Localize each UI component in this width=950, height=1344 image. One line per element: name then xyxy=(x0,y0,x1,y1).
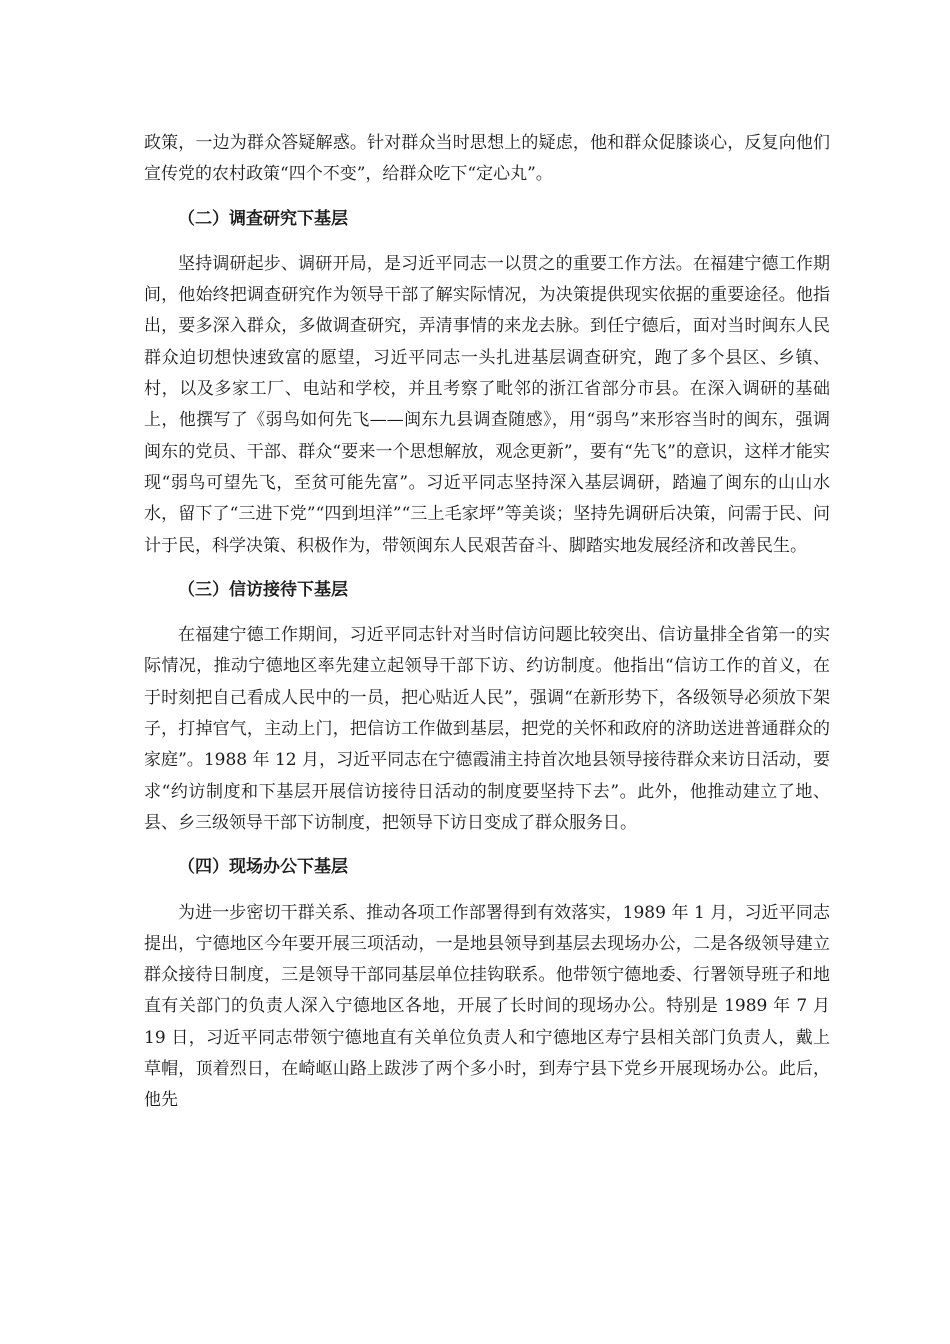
paragraph-research: 坚持调研起步、调研开局，是习近平同志一以贯之的重要工作方法。在福建宁德工作期间，他始终把调查研究作为领导干部了解实际情况，为决策提供现实依据的重要途径。他指出，要多深入群众，多做调查研究，弄清事情的来龙去脉。到任宁德后，面对当时闽东人民群众迫切想快速致富的愿望，习近平同志一头扎进基层调查研究，跑了多个县区、乡镇、村，以及多家工厂、电站和学校，并且考察了毗邻的浙江省部分市县。在深入调研的基础上，他撰写了《弱鸟如何先飞——闽东九县调查随感》，用“弱鸟”来形容当时的闽东，强调闽东的党员、干部、群众“要来一个思想解放，观念更新”，要有“先飞”的意识，这样才能实现“弱鸟可望先飞，至贫可能先富”。习近平同志坚持深入基层调研，踏遍了闽东的山山水水，留下了“三进下党”“四到坦洋”“三上毛家坪”等美谈；坚持先调研后决策，问需于民、问计于民，科学决策、积极作为，带领闽东人民艰苦奋斗、脚踏实地发展经济和改善民生。 xyxy=(144,253,830,556)
section-heading-research: （二）调查研究下基层 xyxy=(178,208,348,229)
paragraph-petitions: 在福建宁德工作期间，习近平同志针对当时信访问题比较突出、信访量排全省第一的实际情况，推动宁德地区率先建立起领导干部下访、约访制度。他指出“信访工作的首义，在于时刻把自己看成人民中的一员，把心贴近人民”，强调“在新形势下，各级领导必须放下架子，打掉官气，主动上门，把信访工作做到基层，把党的关怀和政府的济助送进普通群众的家庭”。1988 年 12 月，习近平同志在宁德霞浦主持首次地县领导接待群众来访日活动，要求“约访制度和下基层开展信访接待日活动的制度要坚持下去”。此外，他推动建立了地、县、乡三级领导干部下访制度，把领导下访日变成了群众服务日。 xyxy=(144,625,830,833)
section-heading-onsite-office: （四）现场办公下基层 xyxy=(178,857,348,878)
paragraph-onsite-office: 为进一步密切干群关系、推动各项工作部署得到有效落实，1989 年 1 月，习近平同志提出，宁德地区今年要开展三项活动，一是地县领导到基层去现场办公，二是各级领导建立群众接待日制度，三是领导干部同基层单位挂钩联系。他带领宁德地委、行署领导班子和地直有关部门的负责人深入宁德地区各地，开展了长时间的现场办公。特别是 1989 年 7 月 19 日，习近平同志带领宁德地直有关单位负责人和宁德地区寿宁县相关部门负责人，戴上草帽，顶着烈日，在崎岖山路上跋涉了两个多小时，到寿宁县下党乡开展现场办公。此后，他先 xyxy=(144,902,830,1111)
section-heading-petitions: （三）信访接待下基层 xyxy=(178,579,348,600)
document-page xyxy=(144,128,830,1117)
paragraph-continued: 政策，一边为群众答疑解惑。针对群众当时思想上的疑虑，他和群众促膝谈心，反复向他们宣传党的农村政策“四个不变”，给群众吃下“定心丸”。 xyxy=(144,133,830,185)
